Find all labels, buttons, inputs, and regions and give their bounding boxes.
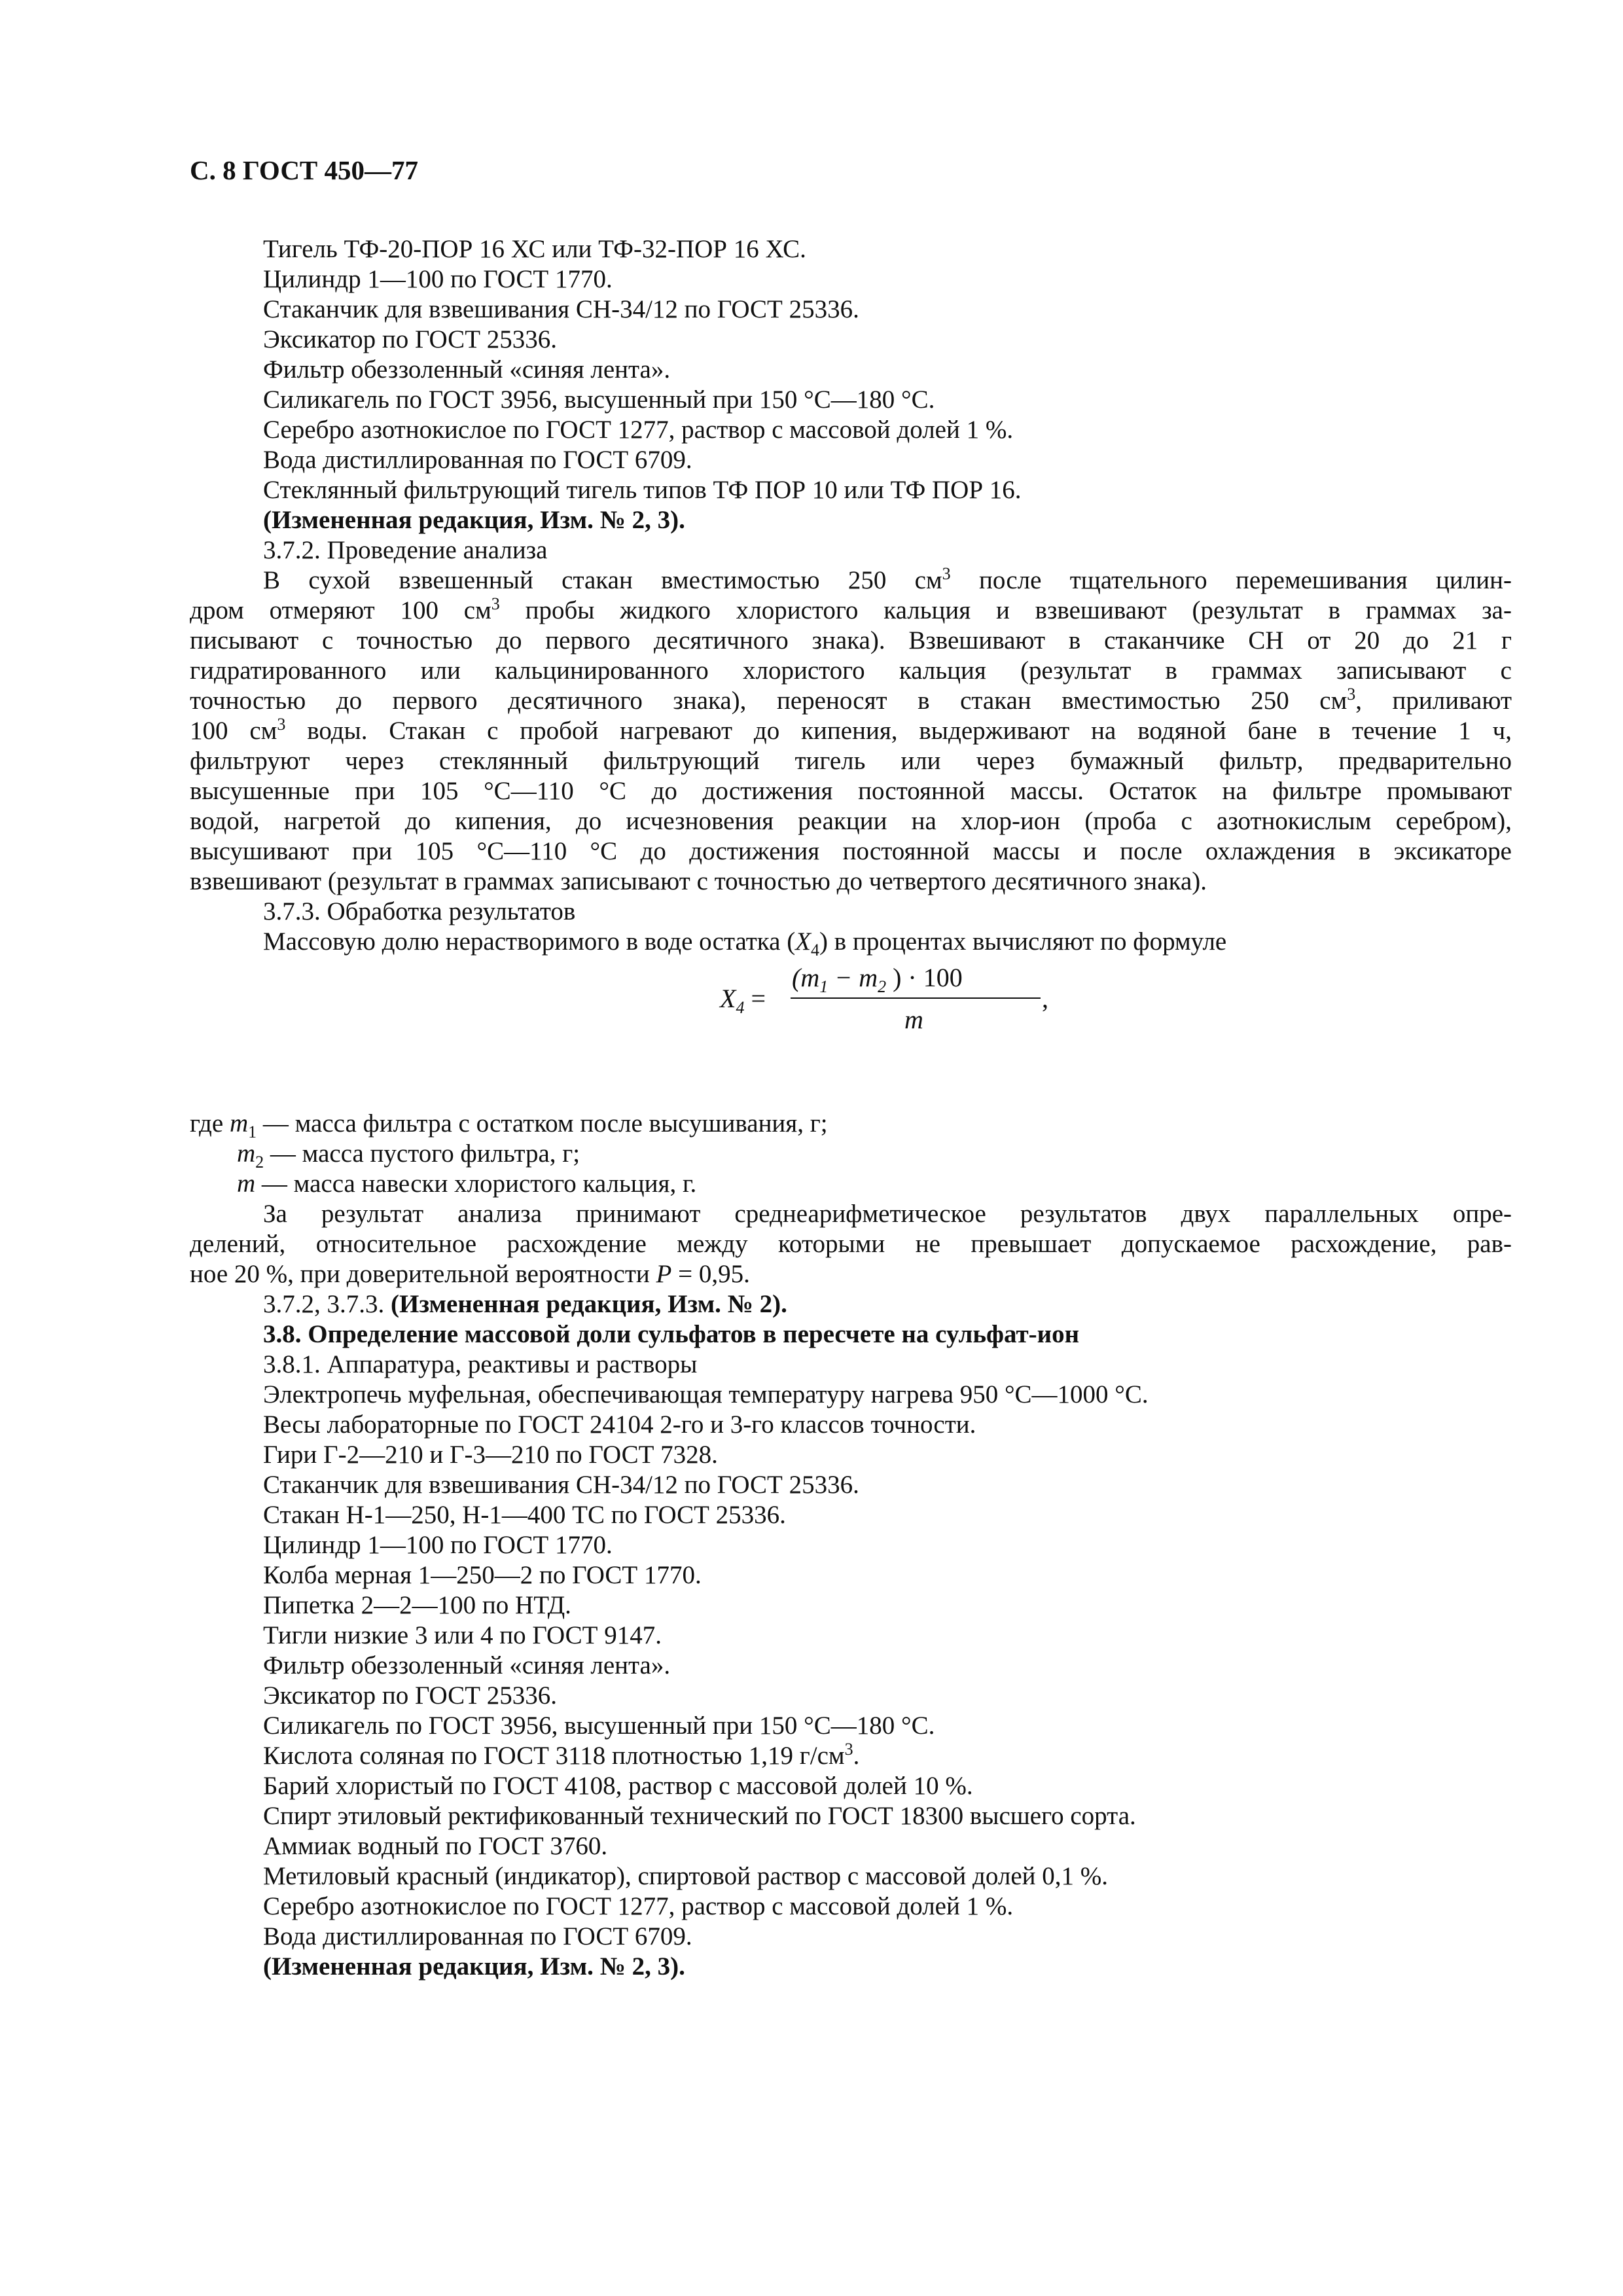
paragraph-line: гидратированного или кальцинированного хлористого кальция (результат в граммах записывают с <box>190 656 1512 685</box>
list-item: Эксикатор по ГОСТ 25336. <box>263 1681 558 1710</box>
amendment-note: 3.7.2, 3.7.3. (Измененная редакция, Изм. № 2). <box>263 1290 787 1318</box>
list-item: Электропечь муфельная, обеспечивающая температуру нагрева 950 °С—1000 °С. <box>263 1380 1149 1408</box>
list-item: Весы лабораторные по ГОСТ 24104 2-го и 3-го классов точности. <box>263 1410 976 1439</box>
list-item: Барий хлористый по ГОСТ 4108, раствор с массовой долей 10 %. <box>263 1772 973 1800</box>
list-item: Вода дистиллированная по ГОСТ 6709. <box>263 446 692 474</box>
list-item: Тигли низкие 3 или 4 по ГОСТ 9147. <box>263 1621 662 1649</box>
definition-line: где $m_1$ — масса фильтра с остатком после высушивания, г; <box>190 1109 828 1141</box>
section-heading: 3.8.1. Аппаратура, реактивы и растворы <box>263 1350 698 1378</box>
definition-line: m — масса навески хлористого кальция, г. <box>237 1170 697 1198</box>
list-item: Цилиндр 1—100 по ГОСТ 1770. <box>263 1531 613 1559</box>
list-item: Серебро азотнокислое по ГОСТ 1277, раствор с массовой долей 1 %. <box>263 416 1014 444</box>
formula-lhs: $X_4$ = <box>720 984 766 1017</box>
list-item: Фильтр обеззоленный «синяя лента». <box>263 1651 671 1679</box>
paragraph-line: За результат анализа принимают среднеарифметическое результатов двух параллельных опре- <box>263 1200 1512 1228</box>
amendment-note: (Измененная редакция, Изм. № 2, 3). <box>263 1952 685 1981</box>
paragraph-line: 100 $см^3$ воды. Стакан с пробой нагревают до кипения, выдерживают на водяной бане в течение 1 ч, <box>190 715 1512 745</box>
paragraph-line: делений, относительное расхождение между которыми не превышает допускаемое расхождение, рав- <box>190 1230 1512 1258</box>
list-item: Фильтр обеззоленный «синяя лента». <box>263 355 671 384</box>
paragraph-line: фильтруют через стеклянный фильтрующий тигель или через бумажный фильтр, предварительно <box>190 747 1512 775</box>
page-header: С. 8 ГОСТ 450—77 <box>190 155 419 185</box>
paragraph-line: В сухой взвешенный стакан вместимостью 250 $см^3$ после тщательного перемешивания цилин- <box>263 564 1512 594</box>
list-item: Стеклянный фильтрующий тигель типов ТФ ПОР 10 или ТФ ПОР 16. <box>263 476 1022 504</box>
list-item: Пипетка 2—2—100 по НТД. <box>263 1591 571 1619</box>
paragraph-line: высушивают при 105 °С—110 °С до достижения постоянной массы и после охлаждения в эксикаторе <box>190 837 1512 865</box>
definition-line: $m_2$ — масса пустого фильтра, г; <box>237 1139 580 1172</box>
list-item: Кислота соляная по ГОСТ 3118 плотностью 1,19 $г/см^3$. <box>263 1740 860 1770</box>
list-item: Вода дистиллированная по ГОСТ 6709. <box>263 1922 692 1950</box>
amendment-note: (Измененная редакция, Изм. № 2, 3). <box>263 506 685 534</box>
list-item: Аммиак водный по ГОСТ 3760. <box>263 1832 608 1860</box>
paragraph-line: точностью до первого десятичного знака), переносят в стакан вместимостью 250 $см^3$, приливают <box>190 685 1512 715</box>
paragraph-line: взвешивают (результат в граммах записывают с точностью до четвертого десятичного знака). <box>190 867 1207 895</box>
section-heading: 3.7.3. Обработка результатов <box>263 897 576 925</box>
list-item: Эксикатор по ГОСТ 25336. <box>263 325 558 353</box>
formula-intro: Массовую долю нерастворимого в воде остатка $(X_4)$ в процентах вычисляют по формуле <box>263 927 1227 960</box>
list-item: Колба мерная 1—250—2 по ГОСТ 1770. <box>263 1561 702 1589</box>
list-item: Гири Г-2—210 и Г-3—210 по ГОСТ 7328. <box>263 1441 718 1469</box>
list-item: Силикагель по ГОСТ 3956, высушенный при 150 °С—180 °С. <box>263 1712 935 1740</box>
paragraph-line: высушенные при 105 °С—110 °С до достижения постоянной массы. Остаток на фильтре промывают <box>190 777 1512 805</box>
list-item: Серебро азотнокислое по ГОСТ 1277, раствор с массовой долей 1 %. <box>263 1892 1014 1920</box>
paragraph-line: дром отмеряют 100 $см^3$ пробы жидкого хлористого кальция и взвешивают (результат в граммах за- <box>190 594 1512 624</box>
list-item: Цилиндр 1—100 по ГОСТ 1770. <box>263 265 613 293</box>
list-item: Силикагель по ГОСТ 3956, высушенный при 150 °С—180 °С. <box>263 386 935 414</box>
formula-numerator: ($m_1 - m_2$ ) · 100 <box>792 963 963 996</box>
list-item: Спирт этиловый ректификованный технический по ГОСТ 18300 высшего сорта. <box>263 1802 1136 1830</box>
list-item: Стаканчик для взвешивания СН-34/12 по ГОСТ 25336. <box>263 295 859 323</box>
section-heading: 3.8. Определение массовой доли сульфатов в пересчете на сульфат-ион <box>263 1320 1080 1348</box>
paragraph-line: водой, нагретой до кипения, до исчезновения реакции на хлор-ион (проба с азотнокислым серебром), <box>190 807 1512 835</box>
paragraph-line: писывают с точностью до первого десятичного знака). Взвешивают в стаканчике СН от 20 до 21 г <box>190 626 1512 655</box>
formula-comma: , <box>1042 984 1048 1013</box>
list-item: Стакан Н-1—250, Н-1—400 ТС по ГОСТ 25336. <box>263 1501 786 1529</box>
list-item: Метиловый красный (индикатор), спиртовой раствор с массовой долей 0,1 %. <box>263 1862 1108 1890</box>
list-item: Тигель ТФ-20-ПОР 16 ХС или ТФ-32-ПОР 16 ХС. <box>263 235 806 263</box>
fraction-bar <box>791 997 1041 999</box>
section-heading: 3.7.2. Проведение анализа <box>263 536 548 564</box>
formula-denominator: m <box>904 1005 923 1034</box>
list-item: Стаканчик для взвешивания СН-34/12 по ГОСТ 25336. <box>263 1471 859 1499</box>
paragraph-line: ное 20 %, при доверительной вероятности P = 0,95. <box>190 1260 750 1288</box>
